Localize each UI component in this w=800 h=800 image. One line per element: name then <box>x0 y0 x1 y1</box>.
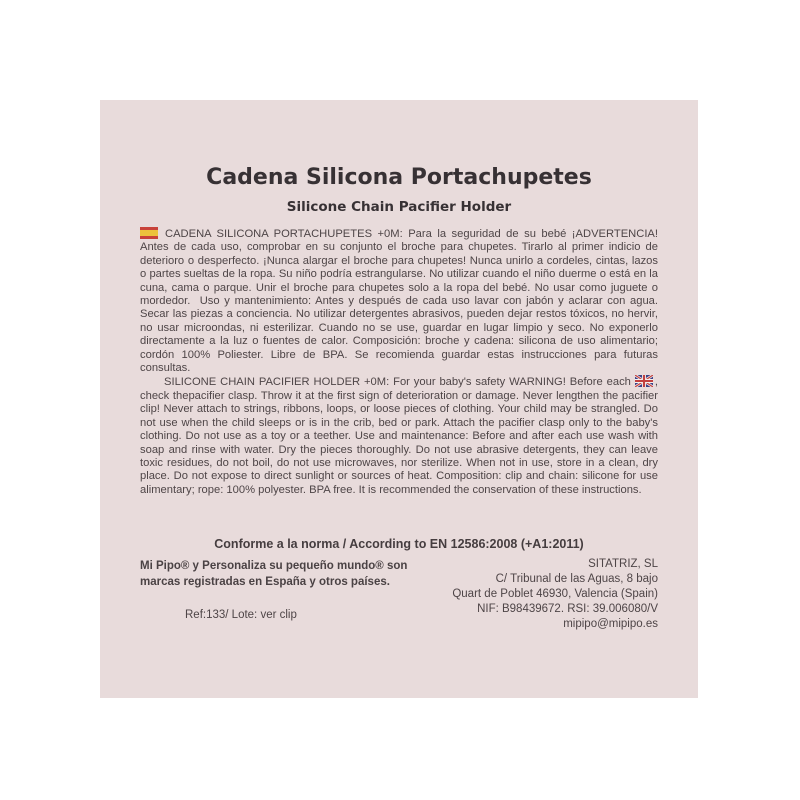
standard-compliance-line: Conforme a la norma / According to EN 12586:2008 (+A1:2011) <box>214 537 584 551</box>
company-email: mipipo@mipipo.es <box>563 618 658 630</box>
product-label <box>100 100 698 698</box>
trademark-notice: Mi Pipo® y Personaliza su pequeño mundo® son marcas registradas en España y otros países. <box>140 560 408 588</box>
uk-flag-icon <box>635 375 653 387</box>
ref-lot-line: Ref:133/ Lote: ver clip <box>185 609 297 621</box>
english-warning-text-part2: , check thepacifier clasp. Throw it at the first sign of deterioration or damage. Never lengthen the pacifier clip! Never attach to strings, ribbons, loops, or loose pieces of clothing. Your child may be strangled. Do not use when the child sleeps or is in the crib, bed or park. Attach the pacifier clasp only to the baby's clothing. Do not use as a toy or a teether. Use and maintenance: Before and after each use wash with soap and rinse with water. Dry the pieces thoroughly. Do not use abrasive detergents, they can leave toxic residues, do not boil, do not use microwaves, nor sterilize. When not in use, store in a clean, dry place. Do not expose to direct sunlight or sources of heat. Composition: clip and chain: silicone for use alimentary; rope: 100% polyester. BPA free. It is recommended the conservation of these instructions. <box>140 376 658 496</box>
spanish-warning-text: CADENA SILICONA PORTACHUPETES +0M: Para la seguridad de su bebé ¡ADVERTENCIA! Antes de cada uso, comprobar en su conjunto el broche para chupetes. Tirarlo al primer indicio de deterioro o desperfecto. ¡Nunca alargar el broche para chupetes! Nunca unirlo a cordeles, cintas, lazos o partes sueltas de la ropa. Su niño podría estrangularse. No utilizar cuando el niño duerme o está en la cuna, cama o parque. Unir el broche para chupetes solo a la ropa del bebé. No usar como juguete o mordedor. Uso y mantenimiento: Antes y después de cada uso lavar con jabón y aclarar con agua. Secar las piezas a conciencia. No utilizar detergentes abrasivos, pueden dejar restos tóxicos, no hervir, no usar microondas, ni esterilizar. Cuando no se use, guardar en lugar limpio y seco. No exponerlo directamente a la luz o fuentes de calor. Composición: broche y cadena: silicona de uso alimentario; cordón 100% Poliester. Libre de BPA. Se recomienda guardar estas instrucciones para futuras consultas. <box>140 228 658 375</box>
company-name: SITATRIZ, SL <box>588 558 658 570</box>
english-warning-paragraph <box>140 375 658 497</box>
product-title: Cadena Silicona Portachupetes <box>206 165 592 190</box>
company-address-line1: C/ Tribunal de las Aguas, 8 bajo <box>495 573 658 585</box>
spain-flag-icon <box>140 227 158 239</box>
product-subtitle: Silicone Chain Pacifier Holder <box>286 199 512 215</box>
spanish-warning-paragraph <box>140 227 658 375</box>
company-registration: NIF: B98439672. RSI: 39.006080/V <box>477 603 658 615</box>
instructions-text <box>140 227 658 497</box>
english-warning-text-part1: SILICONE CHAIN PACIFIER HOLDER +0M: For your baby's safety WARNING! Before each <box>164 376 631 389</box>
company-info <box>452 557 658 632</box>
company-address-line2: Quart de Poblet 46930, Valencia (Spain) <box>452 588 658 600</box>
